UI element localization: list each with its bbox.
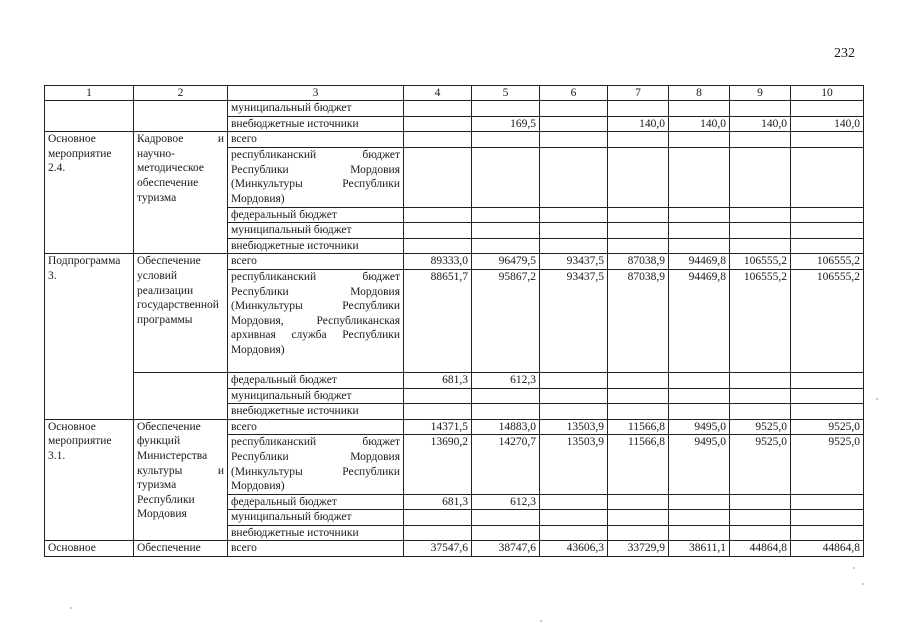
budget-table — [44, 85, 864, 557]
event-description-cell — [134, 101, 228, 132]
value-cell: 106555,2 — [730, 254, 791, 270]
header-cell: 1 — [45, 86, 134, 101]
event-name-cell: Подпрограмма 3. — [45, 254, 134, 419]
header-cell: 3 — [228, 86, 404, 101]
value-cell: 11566,8 — [608, 419, 669, 435]
value-cell: 44864,8 — [791, 541, 864, 557]
table-row — [45, 132, 864, 148]
source-cell: внебюджетные источники — [228, 238, 404, 254]
value-cell: 44864,8 — [730, 541, 791, 557]
source-cell: республиканский бюджет Республики Мордовия (Минкультуры Республики Мордовия, Республиканская архивная служба Республики Мордовия) — [228, 269, 404, 372]
value-cell: 33729,9 — [608, 541, 669, 557]
source-cell: муниципальный бюджет — [228, 510, 404, 526]
header-cell: 5 — [472, 86, 540, 101]
header-cell: 4 — [404, 86, 472, 101]
header-cell: 2 — [134, 86, 228, 101]
value-cell: 681,3 — [404, 372, 472, 388]
source-cell: муниципальный бюджет — [228, 223, 404, 239]
value-cell — [404, 116, 472, 132]
source-cell: всего — [228, 132, 404, 148]
scan-speck — [70, 607, 72, 609]
table-row — [45, 254, 864, 270]
value-cell: 14371,5 — [404, 419, 472, 435]
event-description-cell: Обеспечение — [134, 541, 228, 557]
event-description-cell: Обеспечение условий реализации государственной программы — [134, 254, 228, 373]
source-cell: всего — [228, 419, 404, 435]
source-cell: муниципальный бюджет — [228, 101, 404, 117]
event-name-cell: Основное мероприятие 2.4. — [45, 132, 134, 254]
table-row — [45, 101, 864, 117]
source-cell: федеральный бюджет — [228, 207, 404, 223]
value-cell: 140,0 — [791, 116, 864, 132]
value-cell: 43606,3 — [540, 541, 608, 557]
scan-speck — [876, 398, 878, 400]
source-cell: муниципальный бюджет — [228, 388, 404, 404]
header-cell: 7 — [608, 86, 669, 101]
value-cell: 96479,5 — [472, 254, 540, 270]
value-cell: 9525,0 — [730, 435, 791, 494]
value-cell: 106555,2 — [730, 269, 791, 372]
value-cell: 612,3 — [472, 494, 540, 510]
scan-speck — [540, 620, 542, 622]
header-cell: 8 — [669, 86, 730, 101]
value-cell: 13503,9 — [540, 435, 608, 494]
value-cell: 13503,9 — [540, 419, 608, 435]
value-cell: 11566,8 — [608, 435, 669, 494]
value-cell: 88651,7 — [404, 269, 472, 372]
source-cell: внебюджетные источники — [228, 525, 404, 541]
value-cell: 681,3 — [404, 494, 472, 510]
source-cell: республиканский бюджет Республики Мордовия (Минкультуры Республики Мордовия) — [228, 148, 404, 207]
source-cell: всего — [228, 254, 404, 270]
source-cell: всего — [228, 541, 404, 557]
value-cell: 95867,2 — [472, 269, 540, 372]
header-cell: 10 — [791, 86, 864, 101]
value-cell: 14270,7 — [472, 435, 540, 494]
value-cell: 87038,9 — [608, 254, 669, 270]
value-cell: 140,0 — [669, 116, 730, 132]
header-cell: 6 — [540, 86, 608, 101]
event-description-cell: Кадровое и научно-методическое обеспечение туризма — [134, 132, 228, 254]
page-number: 232 — [834, 46, 855, 61]
value-cell: 14883,0 — [472, 419, 540, 435]
table-row — [45, 419, 864, 435]
value-cell: 87038,9 — [608, 269, 669, 372]
event-description-cell: Обеспечение функций Министерства культуры и туризма Республики Мордовия — [134, 419, 228, 541]
value-cell: 94469,8 — [669, 254, 730, 270]
value-cell: 140,0 — [608, 116, 669, 132]
source-cell: федеральный бюджет — [228, 494, 404, 510]
scan-speck — [862, 583, 864, 585]
value-cell: 89333,0 — [404, 254, 472, 270]
scan-speck — [853, 567, 855, 569]
value-cell: 9495,0 — [669, 435, 730, 494]
value-cell: 612,3 — [472, 372, 540, 388]
source-cell: внебюджетные источники — [228, 116, 404, 132]
value-cell: 93437,5 — [540, 254, 608, 270]
header-cell: 9 — [730, 86, 791, 101]
value-cell: 38747,6 — [472, 541, 540, 557]
value-cell: 9525,0 — [791, 419, 864, 435]
value-cell: 9495,0 — [669, 419, 730, 435]
event-name-cell: Основное — [45, 541, 134, 557]
table-row — [45, 541, 864, 557]
event-description-cell — [134, 372, 228, 419]
value-cell: 106555,2 — [791, 254, 864, 270]
value-cell: 106555,2 — [791, 269, 864, 372]
value-cell: 9525,0 — [791, 435, 864, 494]
source-cell: республиканский бюджет Республики Мордовия (Минкультуры Республики Мордовия) — [228, 435, 404, 494]
value-cell: 93437,5 — [540, 269, 608, 372]
event-name-cell: Основное мероприятие 3.1. — [45, 419, 134, 541]
value-cell: 169,5 — [472, 116, 540, 132]
value-cell: 140,0 — [730, 116, 791, 132]
value-cell: 13690,2 — [404, 435, 472, 494]
table-row — [45, 372, 864, 388]
value-cell: 37547,6 — [404, 541, 472, 557]
value-cell — [540, 116, 608, 132]
source-cell: федеральный бюджет — [228, 372, 404, 388]
value-cell: 38611,1 — [669, 541, 730, 557]
event-name-cell — [45, 101, 134, 132]
value-cell: 9525,0 — [730, 419, 791, 435]
source-cell: внебюджетные источники — [228, 404, 404, 420]
header-row — [45, 86, 864, 101]
value-cell: 94469,8 — [669, 269, 730, 372]
